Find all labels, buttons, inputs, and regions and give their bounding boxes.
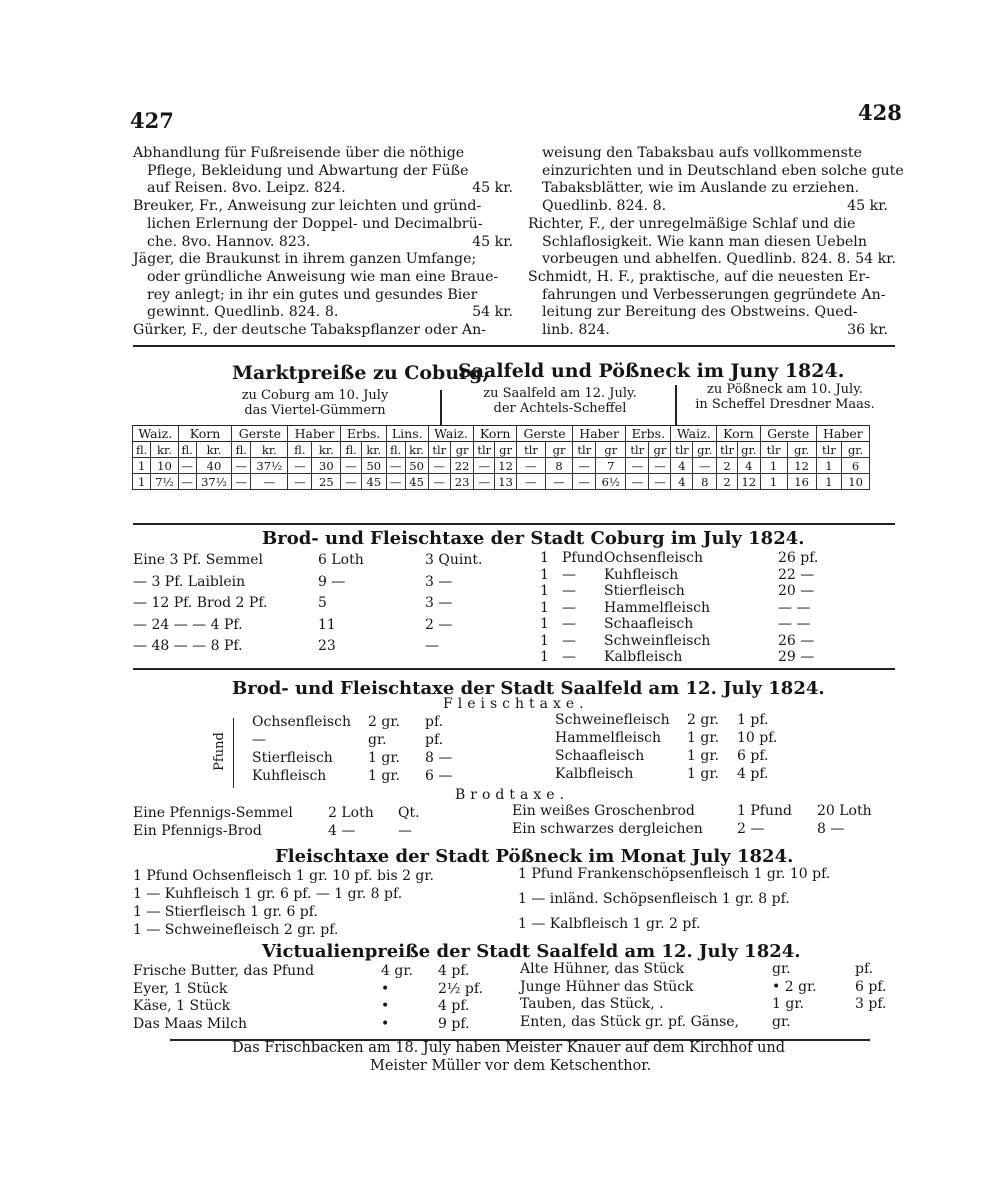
- unit-cell: tlr: [760, 442, 787, 458]
- unit-cell: gr.: [787, 442, 816, 458]
- price-cell: 4: [671, 474, 693, 490]
- price-cell: —: [341, 474, 361, 490]
- market-divider-1: [440, 390, 442, 425]
- meat-price: — —: [778, 599, 811, 616]
- unit-cell: gr: [545, 442, 572, 458]
- row-value: 1 gr.: [687, 748, 719, 764]
- unit-cell: gr.: [737, 442, 760, 458]
- grain-header: Korn: [474, 426, 517, 442]
- unit-cell: gr.: [842, 442, 870, 458]
- section-divider: [133, 523, 895, 525]
- unit-cell: tlr: [717, 442, 738, 458]
- row-value: •: [381, 1015, 390, 1032]
- grain-header: Gerste: [232, 426, 288, 442]
- row-value: 20 Loth: [817, 803, 872, 819]
- row-value: pf.: [855, 961, 874, 977]
- grain-header: Waiz.: [671, 426, 717, 442]
- unit-cell: gr: [596, 442, 626, 458]
- price-cell: —: [573, 474, 596, 490]
- unit-cell: kr.: [196, 442, 232, 458]
- price-cell: 22: [450, 458, 473, 474]
- unit-cell: tlr: [671, 442, 693, 458]
- poessneck-line: 1 — Stierfleisch 1 gr. 6 pf.: [133, 904, 318, 920]
- unit-cell: tlr: [517, 442, 546, 458]
- saalfeld-bread-right: [512, 803, 872, 843]
- price-cell: —: [288, 458, 312, 474]
- book-line: [133, 304, 513, 322]
- price-cell: —: [251, 474, 288, 490]
- book-text: Schmidt, H. F., praktische, auf die neuesten Er-: [528, 268, 870, 285]
- poessneck-line: 1 — Schweinefleisch 2 gr. pf.: [133, 922, 339, 938]
- row-value: •: [381, 980, 390, 997]
- price-cell: 1: [133, 474, 151, 490]
- price-cell: —: [178, 474, 196, 490]
- price-cell: 40: [196, 458, 232, 474]
- meat-name: Hammelfleisch: [604, 599, 711, 616]
- book-text: lichen Erlernung der Doppel- und Decimalbrü-: [147, 215, 483, 232]
- book-text: Quedlinb. 824. 8.: [542, 198, 667, 215]
- price-cell: —: [545, 474, 572, 490]
- meat-name: Kalbfleisch: [604, 649, 683, 665]
- book-text: fahrungen und Verbesserungen gegründete An-: [542, 286, 886, 303]
- book-line: [133, 198, 513, 216]
- unit-cell: tlr: [626, 442, 649, 458]
- row-value: 2 —: [737, 821, 765, 837]
- book-price: 45 kr.: [472, 233, 513, 250]
- unit-cell: fl.: [341, 442, 361, 458]
- unit-cell: fl.: [386, 442, 405, 458]
- saalfeld-bread-heading: Brodtaxe.: [455, 787, 569, 803]
- book-line: [528, 162, 904, 181]
- poessneck-left: [133, 868, 513, 948]
- grain-header: Haber: [288, 426, 341, 442]
- saalfeld-subheading: zu Saalfeld am 12. July. der Achtels-Scheffel: [483, 386, 637, 416]
- poessneck-line: 1 — Kuhfleisch 1 gr. 6 pf. — 1 gr. 8 pf.: [133, 886, 403, 902]
- book-text: Pflege, Bekleidung und Abwartung der Füße: [147, 162, 469, 179]
- row-value: —: [398, 823, 412, 839]
- row-value: pf.: [425, 732, 444, 748]
- price-cell: 13: [495, 474, 517, 490]
- bread-item: Eine 3 Pf. Semmel: [133, 552, 263, 568]
- book-text: Breuker, Fr., Anweisung zur leichten und gründ-: [133, 198, 482, 215]
- price-cell: —: [288, 474, 312, 490]
- book-text: Tabaksblätter, wie im Auslande zu erziehen.: [542, 180, 860, 197]
- row-value: 1 gr.: [687, 766, 719, 782]
- book-price: 45 kr.: [847, 198, 888, 215]
- bread-item: — 24 — — 4 Pf.: [133, 616, 243, 633]
- price-cell: —: [649, 458, 671, 474]
- price-cell: 23: [450, 474, 473, 490]
- row-label: Enten, das Stück gr. pf. Gänse,: [520, 1013, 740, 1030]
- price-cell: —: [626, 458, 649, 474]
- row-value: 6 —: [425, 768, 453, 784]
- row-label: —: [252, 732, 266, 748]
- meat-name: Stierfleisch: [604, 583, 685, 599]
- meat-name: Ochsenfleisch: [604, 550, 703, 566]
- unit-cell: tlr: [428, 442, 450, 458]
- price-cell: —: [386, 474, 405, 490]
- price-cell: 8: [545, 458, 572, 474]
- book-list-right: [528, 145, 904, 340]
- bread-quint: 3 Quint.: [425, 552, 483, 568]
- row-value: Qt.: [398, 805, 420, 821]
- unit-cell: kr.: [361, 442, 386, 458]
- row-value: 6 pf.: [737, 748, 769, 764]
- victual-left: [133, 963, 493, 1038]
- footer-line-1: Das Frischbacken am 18. July haben Meister Knauer auf dem Kirchhof und: [232, 1040, 786, 1056]
- row-value: 4 —: [328, 823, 356, 839]
- row-value: pf.: [425, 714, 444, 730]
- poessneck-line: 1 Pfund Frankenschöpsenfleisch 1 gr. 10 pf.: [518, 866, 831, 882]
- grain-header: Gerste: [760, 426, 816, 442]
- row-value: gr.: [772, 961, 791, 977]
- price-cell: —: [341, 458, 361, 474]
- unit-cell: fl.: [232, 442, 251, 458]
- bread-quint: —: [425, 638, 439, 654]
- grain-header: Korn: [717, 426, 761, 442]
- book-text: Abhandlung für Fußreisende über die nöthige: [133, 145, 465, 161]
- book-line: [528, 287, 888, 305]
- row-label: Ochsenfleisch: [252, 714, 351, 730]
- poessneck-right: [518, 866, 878, 946]
- meat-unit: Pfund: [562, 550, 604, 566]
- price-cell: 2: [717, 458, 738, 474]
- poessneck-line: 1 — inländ. Schöpsenfleisch 1 gr. 8 pf.: [518, 891, 790, 907]
- meat-unit: —: [562, 583, 576, 599]
- coburg-taxe-title: Brod- und Fleischtaxe der Stadt Coburg im July 1824.: [262, 528, 805, 549]
- price-cell: —: [428, 458, 450, 474]
- row-value: 1 gr.: [368, 750, 400, 766]
- meat-qty: 1: [540, 550, 549, 566]
- price-cell: 16: [787, 474, 816, 490]
- price-cell: 25: [312, 474, 341, 490]
- price-cell: 1: [760, 458, 787, 474]
- unit-cell: kr.: [151, 442, 178, 458]
- row-value: 2 gr.: [687, 712, 719, 728]
- pfund-label: Pfund: [211, 732, 227, 771]
- price-cell: 8: [693, 474, 717, 490]
- row-value: 1 pf.: [737, 712, 769, 728]
- bread-item: — 12 Pf. Brod 2 Pf.: [133, 595, 268, 611]
- unit-cell: kr.: [405, 442, 428, 458]
- left-page-number: 427: [130, 108, 174, 133]
- row-value: 4 pf.: [438, 963, 470, 979]
- book-line: [133, 234, 513, 252]
- price-cell: —: [649, 474, 671, 490]
- row-value: 4 gr.: [381, 963, 413, 979]
- row-label: Frische Butter, das Pfund: [133, 963, 315, 979]
- bread-quint: 2 —: [425, 616, 453, 633]
- row-value: 8 —: [817, 821, 845, 837]
- meat-price: 20 —: [778, 583, 815, 599]
- coburg-bread-list: [133, 552, 493, 662]
- row-value: 1 Pfund: [737, 803, 792, 819]
- price-cell: —: [573, 458, 596, 474]
- unit-cell: fl.: [178, 442, 196, 458]
- meat-price: 26 —: [778, 632, 815, 649]
- book-line: [133, 145, 513, 163]
- book-line: [528, 216, 888, 234]
- book-line: [133, 216, 513, 234]
- bread-item: — 48 — — 8 Pf.: [133, 638, 243, 654]
- price-cell: 6½: [596, 474, 626, 490]
- book-line: [528, 304, 888, 322]
- book-text: Jäger, die Braukunst in ihrem ganzen Umfange;: [133, 251, 477, 268]
- market-title-right: Saalfeld und Pößneck im Juny 1824.: [458, 360, 845, 382]
- book-text: vorbeugen und abhelfen. Quedlinb. 824. 8. 54 kr.: [542, 251, 896, 268]
- row-value: 2 gr.: [368, 714, 400, 730]
- price-cell: 45: [361, 474, 386, 490]
- right-page-number: 428: [858, 100, 902, 125]
- meat-qty: 1: [540, 616, 549, 632]
- price-cell: 10: [842, 474, 870, 490]
- meat-price: 22 —: [778, 566, 815, 583]
- meat-name: Schaafleisch: [604, 616, 694, 632]
- grain-header: Waiz.: [133, 426, 179, 442]
- meat-price: 26 pf.: [778, 550, 819, 566]
- meat-qty: 1: [540, 632, 549, 649]
- row-value: gr.: [772, 1013, 791, 1030]
- meat-qty: 1: [540, 583, 549, 599]
- price-cell: —: [474, 474, 495, 490]
- bread-quint: 3 —: [425, 573, 453, 590]
- row-label: Das Maas Milch: [133, 1015, 248, 1032]
- book-text: rey anlegt; in ihr ein gutes und gesundes Bier: [147, 286, 478, 303]
- row-label: Junge Hühner das Stück: [520, 978, 694, 995]
- price-cell: —: [517, 458, 546, 474]
- row-label: Ein schwarzes dergleichen: [512, 821, 703, 837]
- meat-unit: —: [562, 632, 576, 649]
- row-label: Käse, 1 Stück: [133, 998, 231, 1014]
- saalfeld-taxe-title: Brod- und Fleischtaxe der Stadt Saalfeld am 12. July 1824.: [232, 678, 825, 699]
- row-value: 1 gr.: [368, 768, 400, 784]
- price-cell: —: [232, 458, 251, 474]
- book-price: 45 kr.: [472, 180, 513, 197]
- row-value: gr.: [368, 732, 387, 748]
- market-title-left: Marktpreiße zu Coburg,: [232, 362, 490, 384]
- book-line: [528, 269, 888, 287]
- price-cell: 1: [816, 458, 841, 474]
- price-cell: 4: [737, 458, 760, 474]
- price-cell: 1: [816, 474, 841, 490]
- row-value: 9 pf.: [438, 1015, 470, 1032]
- saalfeld-bread-left: [133, 805, 463, 845]
- book-text: einzurichten und in Deutschland eben solche gute: [542, 162, 904, 179]
- price-cell: 12: [787, 458, 816, 474]
- grain-header: Gerste: [517, 426, 573, 442]
- book-line: [133, 180, 513, 198]
- bread-weight: 23: [318, 638, 336, 654]
- meat-qty: 1: [540, 649, 549, 665]
- unit-cell: kr.: [312, 442, 341, 458]
- row-label: Schweinefleisch: [555, 712, 670, 728]
- saalfeld-meat-right: [555, 712, 815, 788]
- grain-header: Korn: [178, 426, 232, 442]
- unit-cell: gr: [649, 442, 671, 458]
- grain-header: Waiz.: [428, 426, 474, 442]
- row-value: 1 gr.: [687, 730, 719, 746]
- book-text: Richter, F., der unregelmäßige Schlaf und die: [528, 215, 856, 232]
- row-value: 4 pf.: [737, 766, 769, 782]
- grain-header: Lins.: [386, 426, 428, 442]
- price-cell: —: [428, 474, 450, 490]
- book-line: [133, 322, 513, 340]
- book-text: Gürker, F., der deutsche Tabakspflanzer oder An-: [133, 322, 487, 339]
- price-cell: 12: [495, 458, 517, 474]
- section-divider: [133, 668, 895, 670]
- bread-weight: 9 —: [318, 573, 346, 590]
- price-cell: —: [386, 458, 405, 474]
- market-divider-2: [675, 385, 677, 425]
- row-value: 3 pf.: [855, 996, 887, 1012]
- coburg-subheading: zu Coburg am 10. July das Viertel-Gümmern: [241, 388, 389, 418]
- row-label: Tauben, das Stück, .: [520, 996, 664, 1012]
- meat-price: 29 —: [778, 649, 815, 665]
- unit-cell: fl.: [133, 442, 151, 458]
- price-cell: 1: [760, 474, 787, 490]
- book-price: 36 kr.: [847, 322, 888, 339]
- price-cell: 50: [405, 458, 428, 474]
- book-text: linb. 824.: [542, 322, 610, 339]
- book-line: [528, 234, 888, 252]
- meat-unit: —: [562, 566, 576, 583]
- bread-weight: 6 Loth: [318, 552, 364, 568]
- poessneck-line: 1 Pfund Ochsenfleisch 1 gr. 10 pf. bis 2 gr.: [133, 868, 434, 884]
- footer-line-2: Meister Müller vor dem Ketschenthor.: [370, 1058, 652, 1074]
- row-label: Schaafleisch: [555, 748, 645, 764]
- row-value: 6 pf.: [855, 978, 887, 995]
- price-cell: 12: [737, 474, 760, 490]
- row-label: Hammelfleisch: [555, 730, 662, 746]
- book-text: gewinnt. Quedlinb. 824. 8.: [147, 304, 339, 321]
- book-line: [528, 145, 888, 163]
- row-label: Eyer, 1 Stück: [133, 980, 228, 997]
- book-text: auf Reisen. 8vo. Leipz. 824.: [147, 180, 346, 197]
- price-cell: 2: [717, 474, 738, 490]
- unit-cell: gr: [495, 442, 517, 458]
- row-label: Ein weißes Groschenbrod: [512, 803, 695, 819]
- row-label: Eine Pfennigs-Semmel: [133, 805, 293, 821]
- grain-header: Erbs.: [341, 426, 386, 442]
- row-value: 4 pf.: [438, 998, 470, 1014]
- bread-item: — 3 Pf. Laiblein: [133, 573, 246, 590]
- meat-name: Schweinfleisch: [604, 632, 711, 649]
- book-text: oder gründliche Anweisung wie man eine Braue-: [147, 268, 499, 285]
- price-cell: 50: [361, 458, 386, 474]
- unit-cell: tlr: [816, 442, 841, 458]
- book-text: che. 8vo. Hannov. 823.: [147, 233, 311, 250]
- book-text: Schlaflosigkeit. Wie kann man diesen Uebeln: [542, 233, 867, 250]
- victual-right: [520, 961, 890, 1036]
- poessneck-line: 1 — Kalbfleisch 1 gr. 2 pf.: [518, 916, 701, 932]
- grain-header: Haber: [573, 426, 626, 442]
- row-value: 10 pf.: [737, 730, 778, 746]
- row-value: •: [381, 998, 390, 1014]
- book-line: [133, 269, 513, 287]
- pfund-bracket: [233, 718, 234, 788]
- section-divider: [133, 345, 895, 347]
- row-label: Stierfleisch: [252, 750, 333, 766]
- bread-weight: 11: [318, 616, 336, 633]
- price-cell: 45: [405, 474, 428, 490]
- book-line: [133, 163, 513, 181]
- price-cell: 4: [671, 458, 693, 474]
- book-text: leitung zur Bereitung des Obstweins. Qued-: [542, 304, 858, 321]
- book-list-left: [133, 145, 513, 340]
- price-cell: 7: [596, 458, 626, 474]
- price-cell: —: [474, 458, 495, 474]
- meat-qty: 1: [540, 566, 549, 583]
- poessneck-title: Fleischtaxe der Stadt Pößneck im Monat July 1824.: [275, 846, 794, 867]
- price-cell: 37½: [196, 474, 232, 490]
- price-cell: 6: [842, 458, 870, 474]
- unit-cell: fl.: [288, 442, 312, 458]
- price-cell: —: [626, 474, 649, 490]
- row-value: 8 —: [425, 750, 453, 766]
- price-cell: 7½: [151, 474, 178, 490]
- unit-cell: tlr: [573, 442, 596, 458]
- bread-weight: 5: [318, 595, 327, 611]
- row-value: • 2 gr.: [772, 978, 817, 995]
- row-label: Kalbfleisch: [555, 766, 634, 782]
- row-label: Kuhfleisch: [252, 768, 327, 784]
- meat-qty: 1: [540, 599, 549, 616]
- poessneck-subheading: zu Pößneck am 10. July. in Scheffel Dresdner Maas.: [695, 382, 875, 412]
- row-label: Ein Pfennigs-Brod: [133, 823, 262, 839]
- bread-quint: 3 —: [425, 595, 453, 611]
- book-text: weisung den Tabaksbau aufs vollkommenste: [542, 145, 863, 161]
- saalfeld-meat-left: [240, 714, 480, 790]
- book-line: [528, 322, 888, 340]
- book-line: [133, 251, 513, 269]
- saalfeld-meat-heading: Fleischtaxe.: [443, 696, 589, 712]
- meat-name: Kuhfleisch: [604, 566, 679, 583]
- meat-price: — —: [778, 616, 811, 632]
- unit-cell: gr: [450, 442, 473, 458]
- market-price-table: [132, 425, 870, 490]
- grain-header: Erbs.: [626, 426, 671, 442]
- book-line: [528, 251, 896, 269]
- price-cell: 1: [133, 458, 151, 474]
- book-line: [528, 180, 888, 198]
- unit-cell: tlr: [474, 442, 495, 458]
- meat-unit: —: [562, 649, 576, 665]
- grain-header: Haber: [816, 426, 869, 442]
- coburg-meat-list: [540, 550, 860, 670]
- price-cell: —: [232, 474, 251, 490]
- book-line: [528, 198, 888, 216]
- book-line: [133, 287, 513, 305]
- meat-unit: —: [562, 616, 576, 632]
- price-cell: 37½: [251, 458, 288, 474]
- unit-cell: kr.: [251, 442, 288, 458]
- victual-title: Victualienpreiße der Stadt Saalfeld am 12. July 1824.: [262, 941, 801, 962]
- book-price: 54 kr.: [472, 304, 513, 321]
- unit-cell: gr.: [693, 442, 717, 458]
- price-cell: —: [178, 458, 196, 474]
- price-cell: 10: [151, 458, 178, 474]
- meat-unit: —: [562, 599, 576, 616]
- price-cell: —: [693, 458, 717, 474]
- row-value: 2 Loth: [328, 805, 374, 821]
- row-value: 2½ pf.: [438, 980, 484, 997]
- price-cell: —: [517, 474, 546, 490]
- row-value: 1 gr.: [772, 996, 804, 1012]
- row-label: Alte Hühner, das Stück: [520, 961, 685, 977]
- price-cell: 30: [312, 458, 341, 474]
